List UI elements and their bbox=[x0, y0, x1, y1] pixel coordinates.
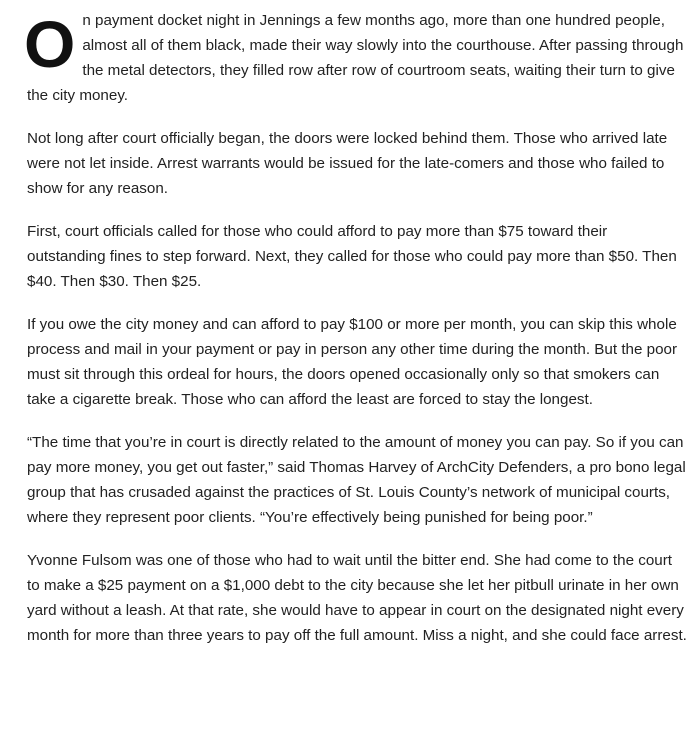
article-paragraph-1 bbox=[24, 7, 687, 108]
article-paragraph-6: Yvonne Fulsom was one of those who had to wait until the bitter end. She had come to the court to make a $25 payment on a $1,000 debt to the city because she let her pitbull urinate in her own yard without a leash. At that rate, she would have to appear in court on the designated night every month for more than three years to pay off the full amount. Miss a night, and she could face arrest. bbox=[27, 552, 687, 644]
article-paragraph-2: Not long after court officially began, the doors were locked behind them. Those who arrived late were not let inside. Arrest warrants would be issued for the late-comers and those who failed to show for any reason. bbox=[27, 130, 668, 197]
article-body bbox=[24, 7, 687, 666]
article-paragraph-4: If you owe the city money and can afford to pay $100 or more per month, you can skip this whole process and mail in your payment or pay in person any other time during the month. But the poor must sit through this ordeal for hours, the doors opened occasionally only so that smokers can take a cigarette break. Those who can afford the least are forced to stay the longest. bbox=[27, 316, 678, 408]
drop-cap: O bbox=[24, 7, 75, 81]
paragraph-text: n payment docket night in Jennings a few months ago, more than one hundred people, almost all of them black, made their way slowly into the courthouse. After passing through the metal detectors, they filled row after row of courtroom seats, waiting their turn to give the city money. bbox=[27, 12, 684, 104]
article-paragraph-5: “The time that you’re in court is directly related to the amount of money you can pay. So if you can pay more money, you get out faster,” said Thomas Harvey of ArchCity Defenders, a pro bono legal group that has crusaded against the practices of St. Louis County’s network of municipal courts, where they represent poor clients. “You’re effectively being punished for being poor.” bbox=[27, 434, 686, 526]
article-paragraph-3: First, court officials called for those who could afford to pay more than $75 toward their outstanding fines to step forward. Next, they called for those who could pay more than $50. Then $40. Then $30. Then $25. bbox=[27, 223, 677, 290]
